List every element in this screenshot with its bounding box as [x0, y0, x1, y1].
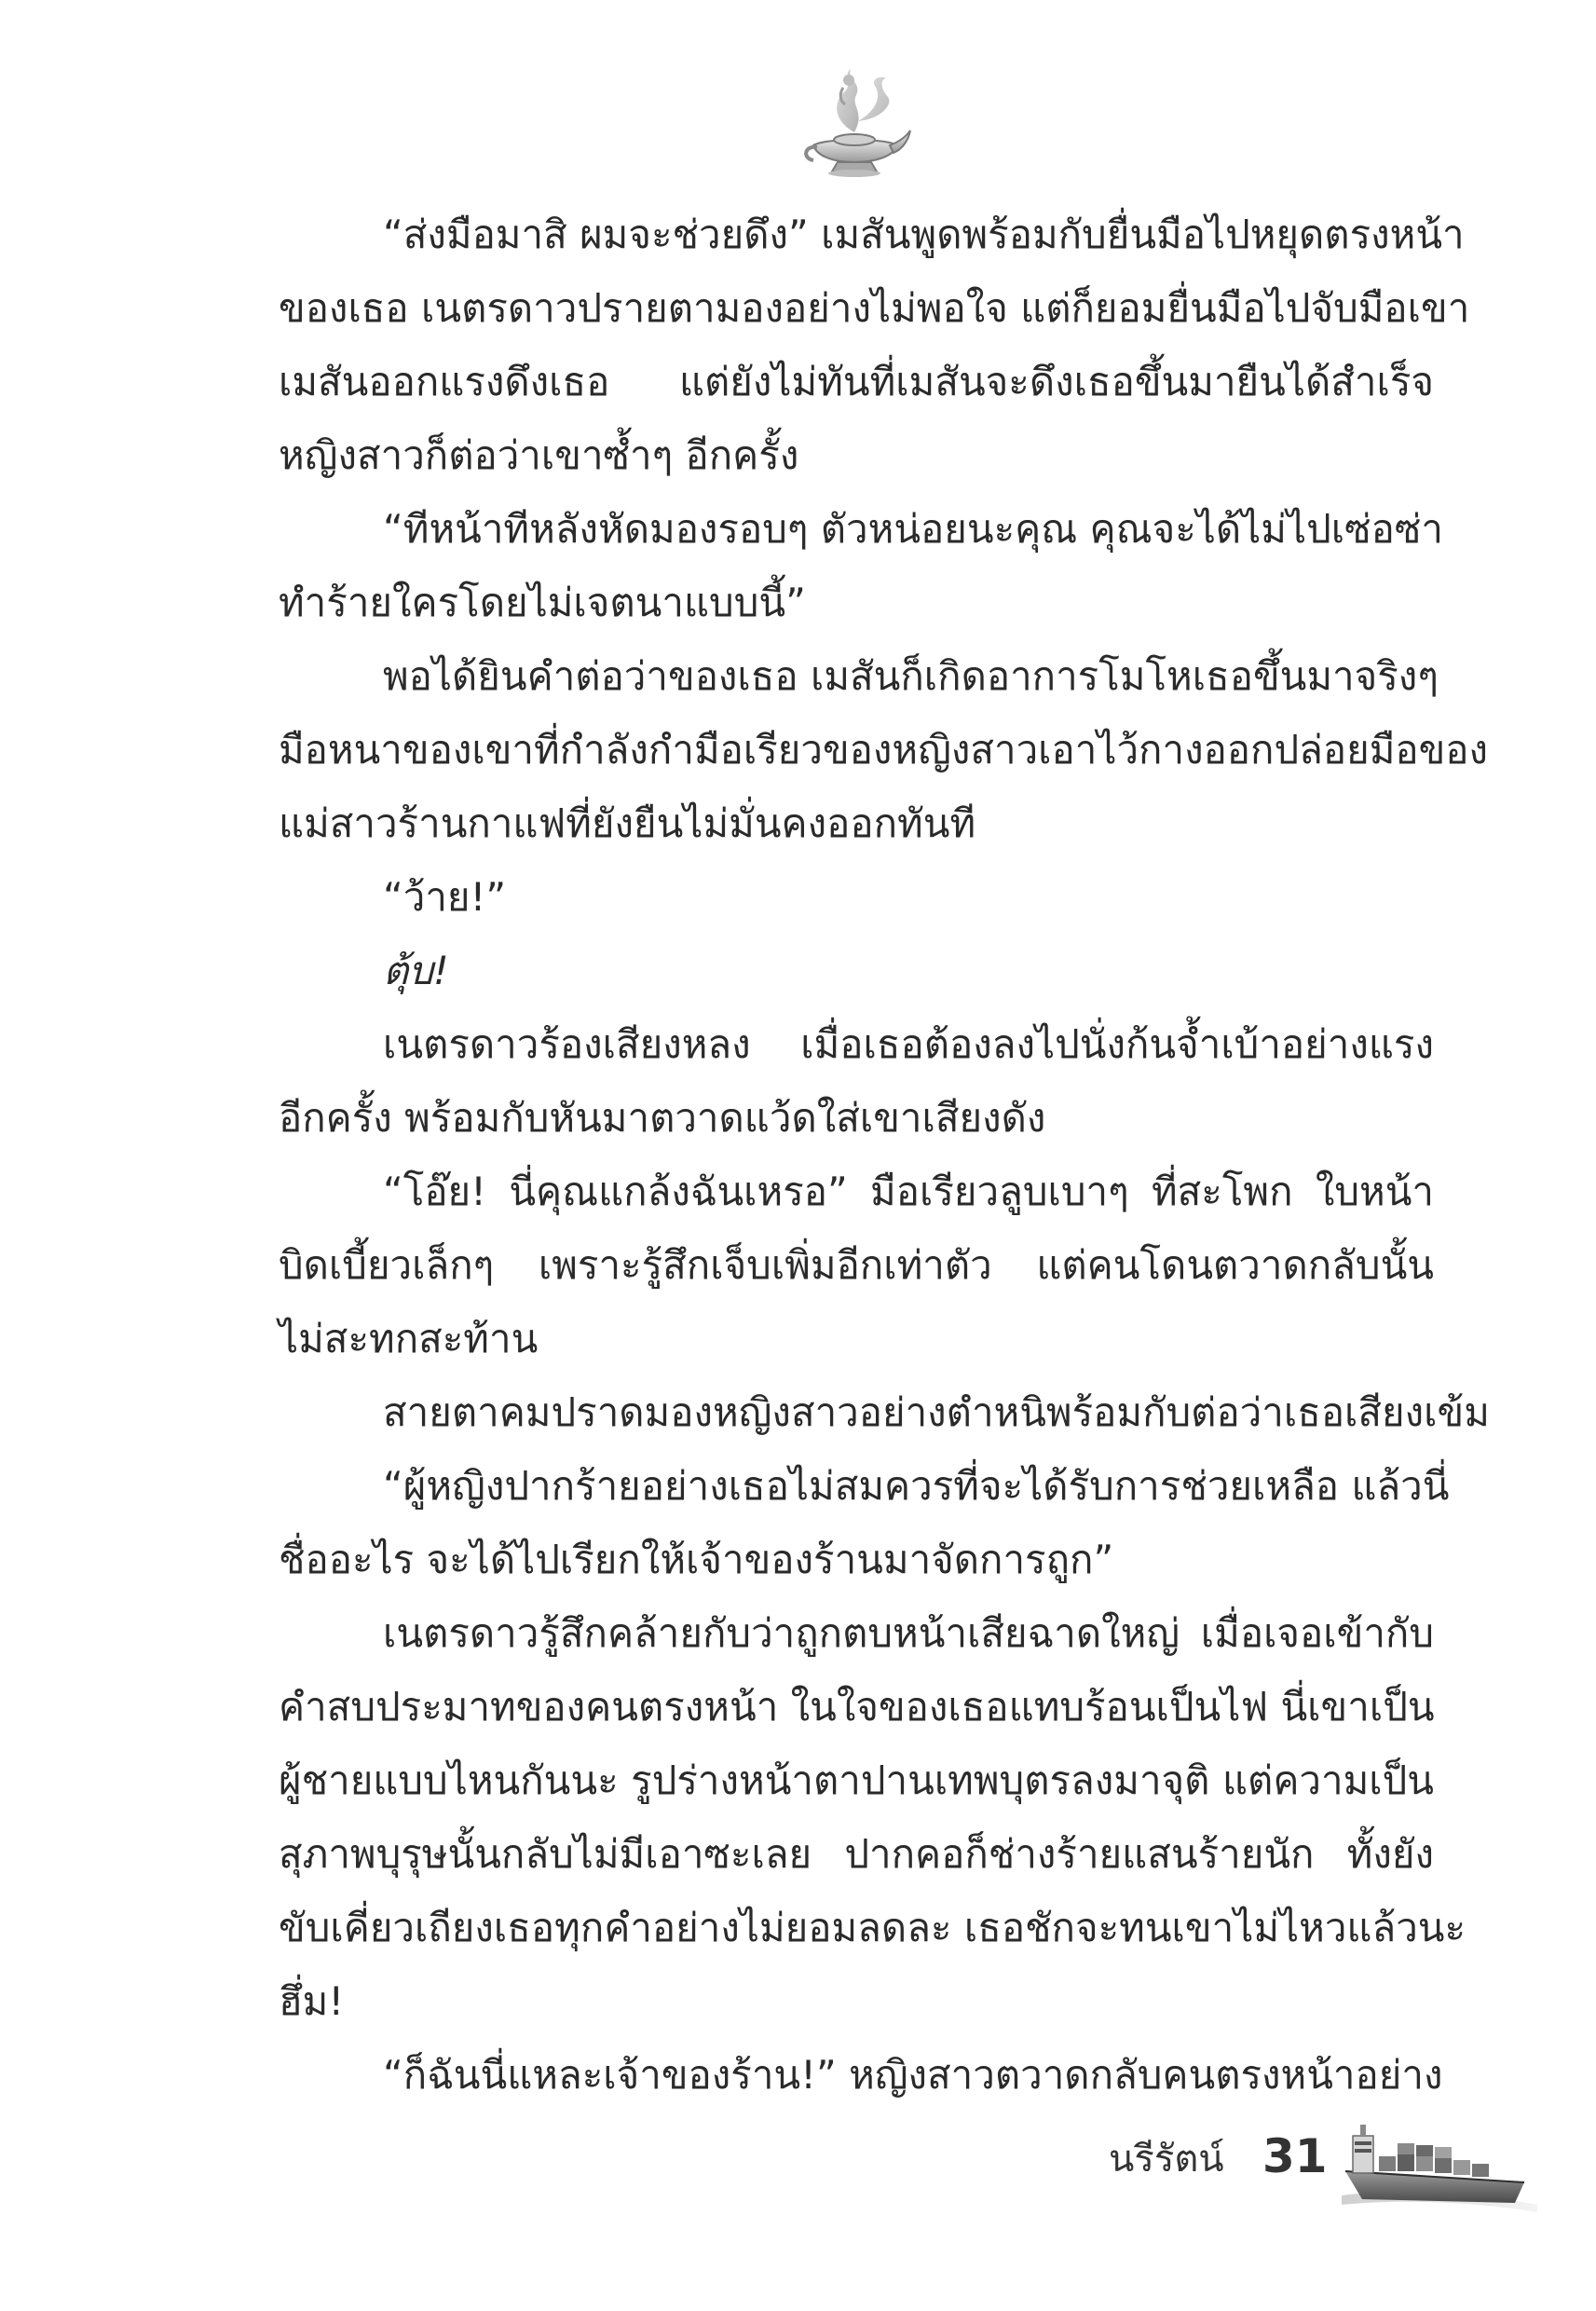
- paragraph-line: มือหนาของเขาที่กำลังกำมือเรียวของหญิงสาวเอาไว้กางออกปล่อยมือของ: [279, 727, 1489, 773]
- paragraph-line: ตุ้บ!: [383, 948, 449, 993]
- paragraph-line: เนตรดาวร้องเสียงหลง เมื่อเธอต้องลงไปนั่งก้นจ้ำเบ้าอย่างแรง: [383, 1021, 1434, 1067]
- paragraph-line: ทำร้ายใครโดยไม่เจตนาแบบนี้”: [279, 580, 806, 625]
- paragraph-line: หญิงสาวก็ต่อว่าเขาซ้ำๆ อีกครั้ง: [279, 432, 799, 478]
- paragraph-line: ของเธอ เนตรดาวปรายตามองอย่างไม่พอใจ แต่ก็ยอมยื่นมือไปจับมือเขา: [279, 285, 1470, 331]
- paragraph-line: สายตาคมปราดมองหญิงสาวอย่างตำหนิพร้อมกับต่อว่าเธอเสียงเข้ม: [383, 1389, 1490, 1435]
- page-number: 31: [1262, 2129, 1328, 2183]
- paragraph-line: อีกครั้ง พร้อมกับหันมาตวาดแว้ดใส่เขาเสียงดัง: [279, 1095, 1046, 1141]
- paragraph-line: ชื่ออะไร จะได้ไปเรียกให้เจ้าของร้านมาจัดการถูก”: [279, 1537, 1114, 1582]
- paragraph-line: สุภาพบุรุษนั้นกลับไม่มีเอาซะเลย ปากคอก็ช่างร้ายแสนร้ายนัก ทั้งยัง: [279, 1831, 1434, 1877]
- paragraph-line: ไม่สะทกสะท้าน: [279, 1316, 539, 1361]
- paragraph-line: ฮึ่ม!: [279, 1978, 345, 2024]
- paragraph-line: “ว้าย!”: [383, 874, 507, 920]
- paragraph-line: “ส่งมือมาสิ ผมจะช่วยดึง” เมสันพูดพร้อมกับยื่นมือไปหยุดตรงหน้า: [383, 212, 1465, 257]
- paragraph-line: เมสันออกแรงดึงเธอ แต่ยังไม่ทันที่เมสันจะดึงเธอขึ้นมายืนได้สำเร็จ: [279, 359, 1434, 404]
- footer-author: นรีรัตน์: [1109, 2138, 1224, 2181]
- paragraph-line: “ทีหน้าทีหลังหัดมองรอบๆ ตัวหน่อยนะคุณ คุณจะได้ไม่ไปเซ่อซ่า: [383, 506, 1443, 552]
- page-footer: [1109, 2115, 1537, 2218]
- paragraph-line: ขับเคี่ยวเถียงเธอทุกคำอย่างไม่ยอมลดละ เธอชักจะทนเขาไม่ไหวแล้วนะ: [279, 1905, 1466, 1950]
- paragraph-line: “โอ๊ย! นี่คุณแกล้งฉันเหรอ” มือเรียวลูบเบาๆ ที่สะโพก ใบหน้า: [383, 1169, 1434, 1214]
- cargo-ship-illustration: [1342, 2115, 1537, 2218]
- paragraph-line: พอได้ยินคำต่อว่าของเธอ เมสันก็เกิดอาการโมโหเธอขึ้นมาจริงๆ: [383, 653, 1439, 699]
- paragraph-line: บิดเบี้ยวเล็กๆ เพราะรู้สึกเจ็บเพิ่มอีกเท่าตัว แต่คนโดนตวาดกลับนั้น: [279, 1242, 1434, 1288]
- paragraph-line: “ก็ฉันนี่แหละเจ้าของร้าน!” หญิงสาวตวาดกลับคนตรงหน้าอย่าง: [383, 2052, 1443, 2098]
- genie-lamp-emblem: [797, 65, 913, 182]
- paragraph-line: “ผู้หญิงปากร้ายอย่างเธอไม่สมควรที่จะได้รับการช่วยเหลือ แล้วนี่: [383, 1463, 1450, 1509]
- paragraph-line: แม่สาวร้านกาแฟที่ยังยืนไม่มั่นคงออกทันที: [279, 800, 976, 846]
- paragraph-line: ผู้ชายแบบไหนกันนะ รูปร่างหน้าตาปานเทพบุตรลงมาจุติ แต่ความเป็น: [279, 1757, 1434, 1803]
- paragraph-line: เนตรดาวรู้สึกคล้ายกับว่าถูกตบหน้าเสียฉาดใหญ่ เมื่อเจอเข้ากับ: [383, 1610, 1434, 1656]
- paragraph-line: คำสบประมาทของคนตรงหน้า ในใจของเธอแทบร้อนเป็นไฟ นี่เขาเป็น: [279, 1684, 1435, 1730]
- body-text: [279, 198, 1490, 2112]
